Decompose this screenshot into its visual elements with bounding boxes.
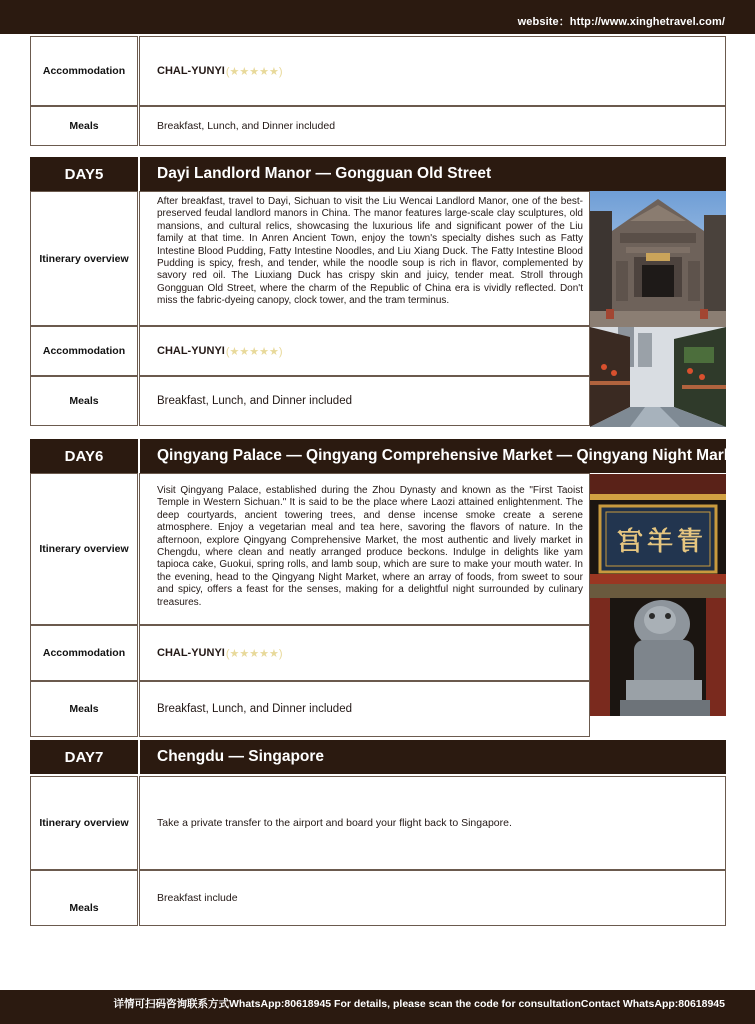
day7-overview: Take a private transfer to the airport and board your flight back to Singapore.: [139, 776, 726, 870]
day-number: DAY7: [64, 748, 104, 766]
day-number: DAY6: [64, 447, 104, 465]
website-url[interactable]: website：http://www.xinghetravel.com/: [517, 16, 725, 28]
day-title: Chengdu — Singapore: [157, 748, 325, 765]
day6-overview: Visit Qingyang Palace, established during the Zhou Dynasty and known as the "First Taoist Temple in Western Sichuan." It is said to be the place where Laozi attained enlightenment. The deep courtyards, ancient towering trees, and dense incense smoke create a serene atmosphere. Enjoy a vegetarian meal and tea here, savoring the flavors of nature. In the afternoon, explore Qingyang Comprehensive Market, the most authentic and lively market in Chengdu, where clean and neatly arranged produce beckons. Indulge in delights like yam tapioca cake, Guokui, spring rolls, and lamb soup, which are sure to make your mouth water. In the evening, head to the Qingyang Night Market, where an array of foods, from sweet to sour and spicy, offers a feast for the senses, making for a delightful night surrounded by culinary treasures.: [139, 473, 590, 625]
accommodation-label: Accommodation: [30, 625, 138, 681]
itinerary-label: Itinerary overview: [30, 473, 138, 625]
day6-header: [30, 439, 747, 473]
accommodation-value: [139, 625, 590, 681]
hotel-name: CHAL-YUNYI: [157, 647, 225, 659]
divider: [138, 439, 140, 473]
meals-value: Breakfast, Lunch, and Dinner included: [139, 106, 726, 146]
meals-value: Breakfast include: [139, 870, 726, 926]
hotel-name: CHAL-YUNYI: [157, 65, 225, 77]
accommodation-label: Accommodation: [30, 36, 138, 106]
footer-contact: 详情可扫码咨询联系方式WhatsApp:80618945 For details, please scan the code for consultationContact WhatsApp:80618945: [113, 998, 725, 1010]
old-street-photo: [590, 327, 726, 427]
day5-overview: After breakfast, travel to Dayi, Sichuan to visit the Liu Wencai Landlord Manor, one of the best-preserved feudal landlord manors in China. The manor features large-scale clay sculptures, old mansions, and cultural relics, showcasing the luxurious life and significant power of the Liu family at that time. In Anren Ancient Town, enjoy the town's specialty dishes such as Fatty Intestine Blood Pudding, Fatty Intestine Noodles, and Liu Xiang Duck. The Fatty Intestine Blood Pudding is spicy, fresh, and tender, while the noodle soup is rich in flavor, complemented by savory red oil. The Liuxiang Duck has crispy skin and juicy, tender meat. Stroll through Gongguan Old Street, where the charm of the Republic of China era is vividly reflected. Don't miss the fabric-dyeing canopy, clock tower, and the tram terminus.: [139, 191, 590, 326]
day7-header: [30, 740, 726, 774]
divider: [138, 740, 140, 774]
qingyang-palace-photo: [590, 474, 726, 716]
hotel-name: CHAL-YUNYI: [157, 345, 225, 357]
meals-label: Meals: [30, 870, 138, 926]
top-bar: [0, 0, 755, 34]
meals-value: Breakfast, Lunch, and Dinner included: [139, 681, 590, 737]
divider: [138, 157, 140, 191]
day-title: Qingyang Palace — Qingyang Comprehensive Market — Qingyang Night Market: [157, 447, 747, 464]
manor-photo: [590, 191, 726, 327]
accommodation-value: [139, 326, 590, 376]
itinerary-label: Itinerary overview: [30, 191, 138, 326]
meals-label: Meals: [30, 106, 138, 146]
footer-bar: [0, 990, 755, 1024]
star-rating: (★★★★★): [225, 345, 283, 358]
meals-label: Meals: [30, 681, 138, 737]
accommodation-value: [139, 36, 726, 106]
itinerary-label: Itinerary overview: [30, 776, 138, 870]
star-rating: (★★★★★): [225, 65, 283, 78]
day-number: DAY5: [64, 165, 104, 183]
meals-value: Breakfast, Lunch, and Dinner included: [139, 376, 590, 426]
palace-plaque-text: 青羊宫: [613, 526, 704, 557]
day-title: Dayi Landlord Manor — Gongguan Old Street: [157, 165, 492, 182]
day5-header: [30, 157, 726, 191]
accommodation-label: Accommodation: [30, 326, 138, 376]
meals-label: Meals: [30, 376, 138, 426]
star-rating: (★★★★★): [225, 647, 283, 660]
